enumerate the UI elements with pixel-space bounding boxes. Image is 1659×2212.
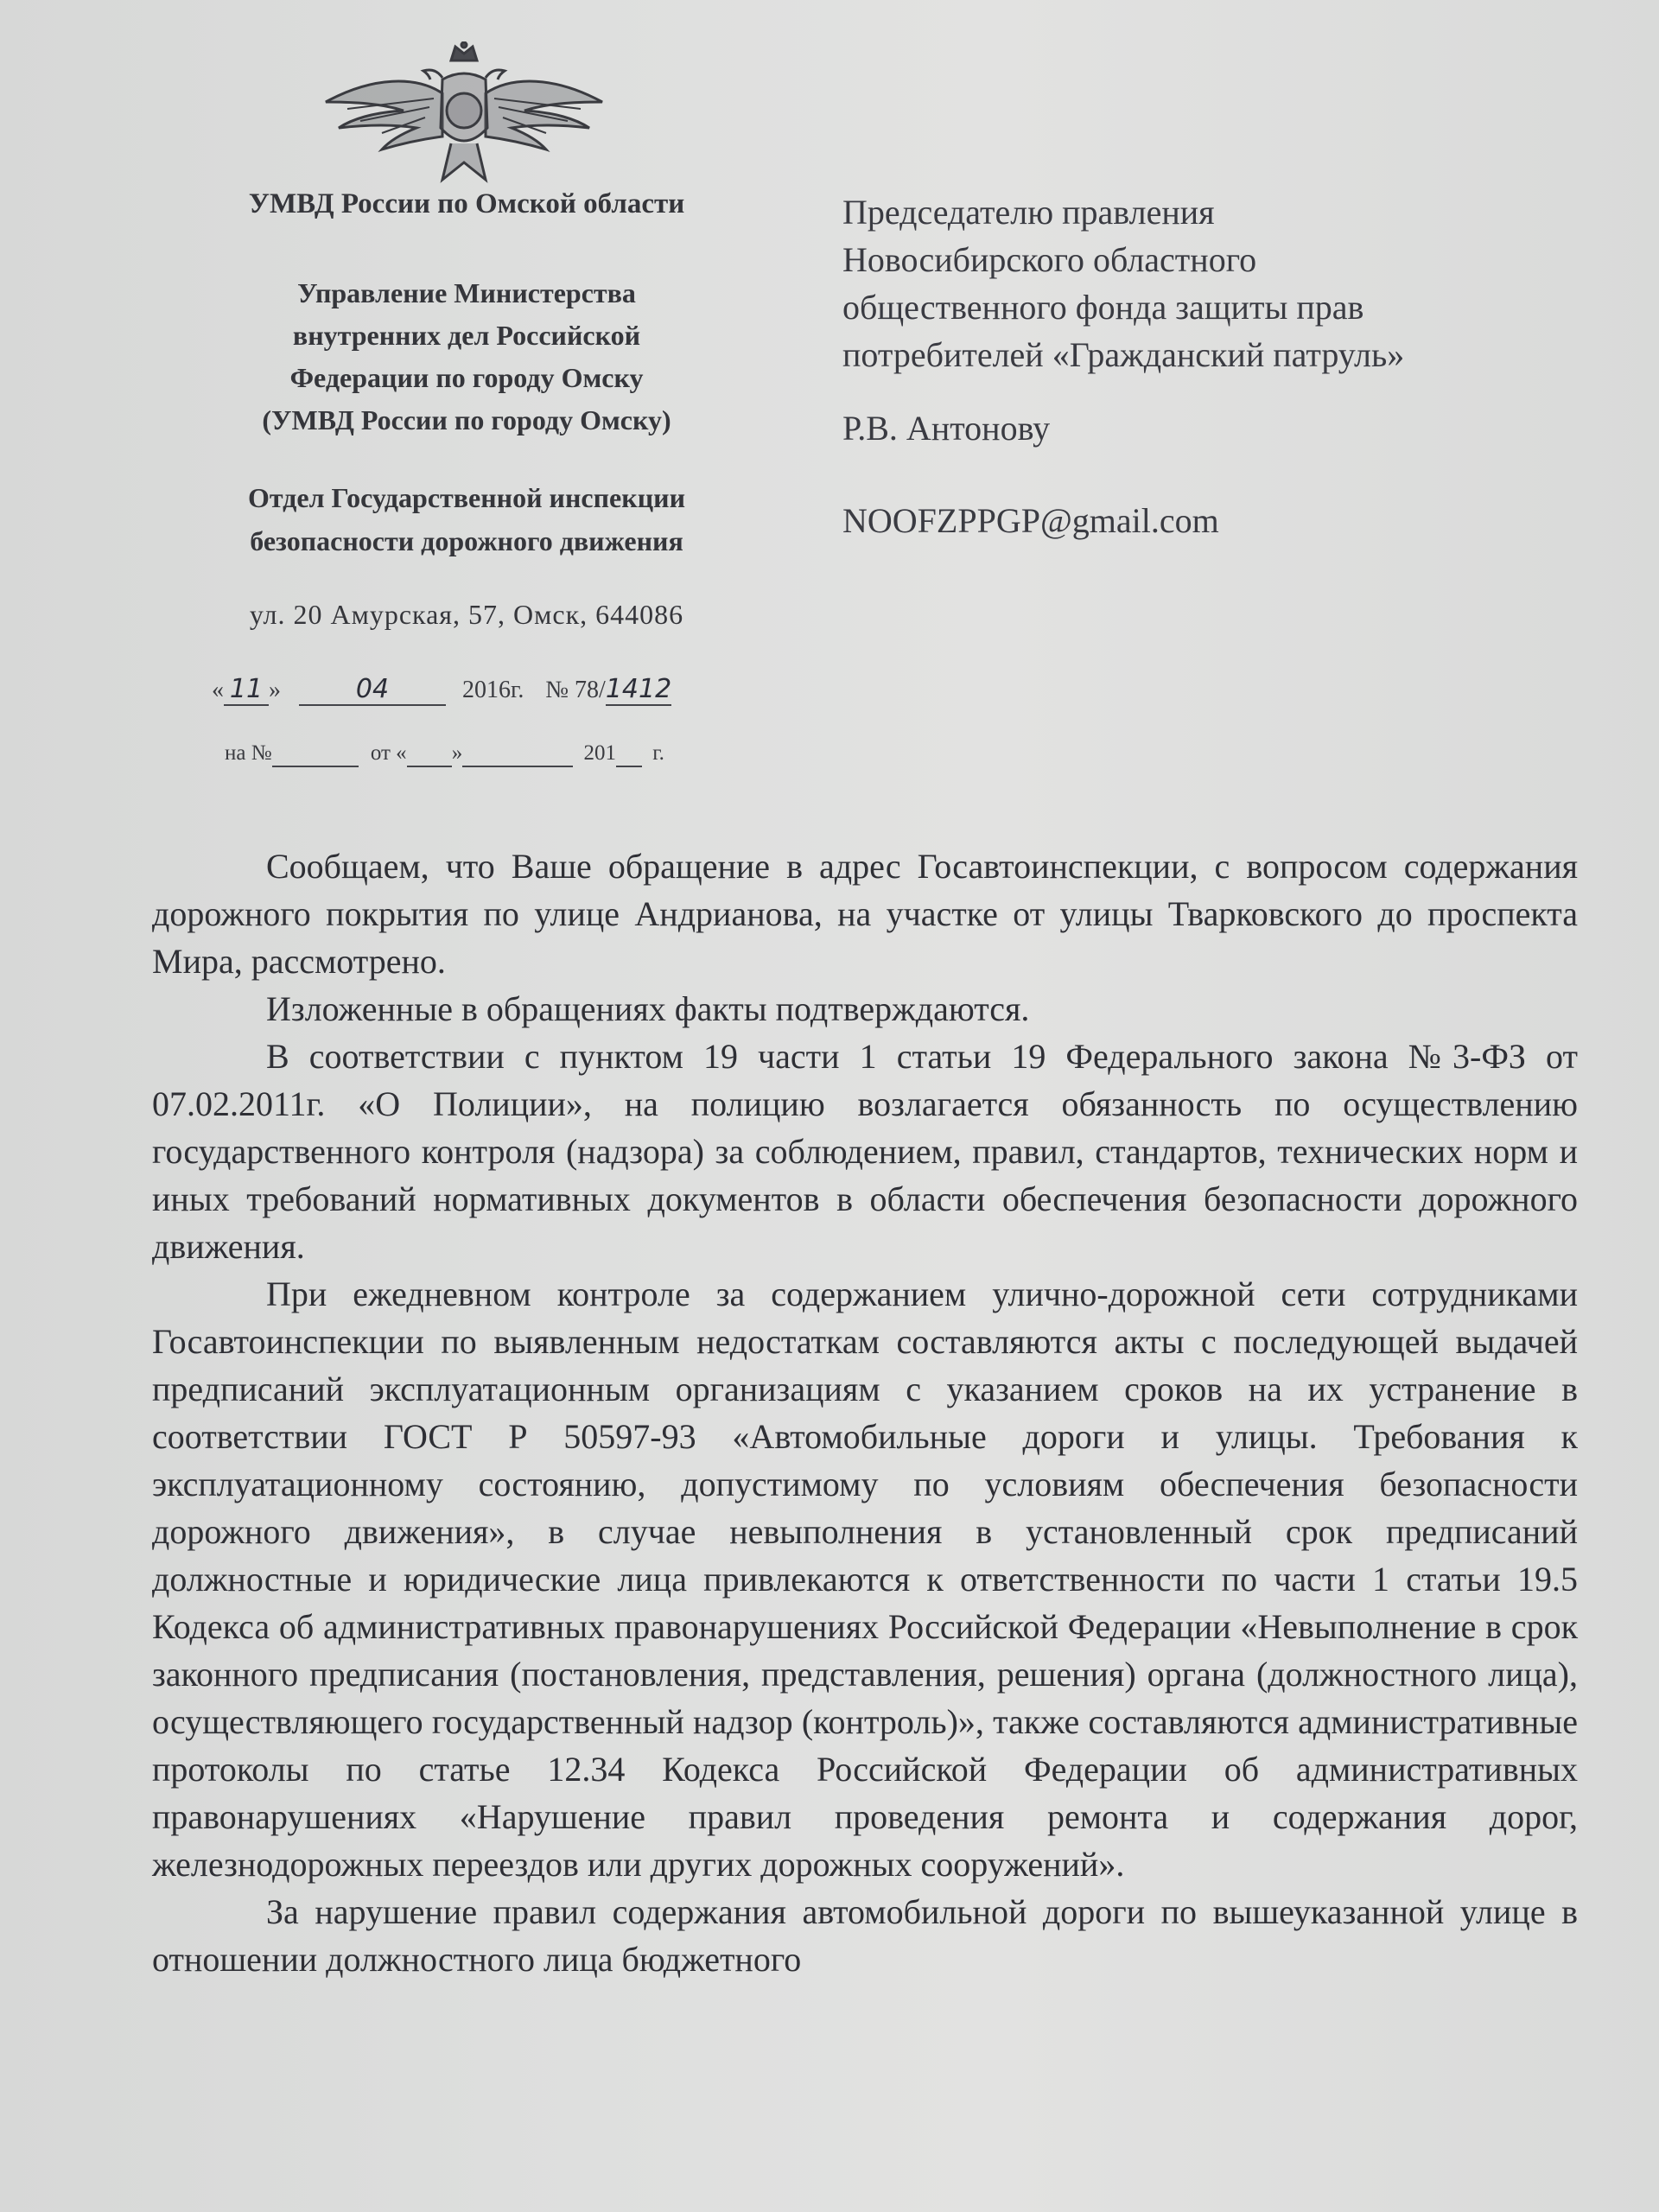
addressee-email: NOOFZPPGP@gmail.com [842,501,1219,540]
ref-number-blank [272,741,359,767]
addressee-block [842,188,1603,544]
sender-org-line: Федерации по городу Омску [289,362,644,393]
sender-department [156,476,778,563]
addressee-position-line: Новосибирского областного [842,240,1257,279]
sender-org-line: (УМВД России по городу Омску) [262,404,671,435]
sender-org-full [156,272,778,442]
letter-body [152,842,1578,1983]
body-paragraph: За нарушение правил содержания автомобильной дороги по вышеуказанной улице в отношении должностного лица бюджетного [152,1892,1578,1979]
reg-number-prefix: № 78/ [545,677,606,703]
reg-number: 1412 [605,674,672,704]
registration-line: « 11 » 04 2016г. № 78/1412 [212,674,672,704]
sender-block [156,188,778,631]
ref-na-label: на № [225,741,272,765]
reg-year: 2016г. [462,677,524,703]
reg-month: 04 [299,674,446,706]
sender-department-line: Отдел Государственной инспекции [247,482,685,513]
body-paragraph: Сообщаем, что Ваше обращение в адрес Госавтоинспекции, с вопросом содержания дорожного покрытия по улице Андрианова, на участке от улицы Тварковского до проспекта Мира, рассмотрено. [152,847,1578,981]
addressee-position-line: общественного фонда защиты прав [842,288,1364,327]
addressee-name: Р.В. Антонову [842,409,1051,448]
reference-line: на № от « » 201 г. [225,741,664,767]
sender-org-short: УМВД России по Омской области [248,188,685,219]
ref-day-blank [407,741,452,767]
sender-org-line: Управление Министерства [297,277,636,308]
reg-day: 11 [224,674,269,706]
addressee-position-line: потребителей «Гражданский патруль» [842,335,1405,374]
addressee-position-line: Председателю правления [842,193,1215,232]
sender-department-line: безопасности дорожного движения [250,525,683,556]
ref-year-label: 201 [583,741,616,765]
sender-org-line: внутренних дел Российской [292,320,641,351]
ref-ot-label: от « [370,741,407,765]
ref-month-blank [462,741,573,767]
ref-g-label: г. [652,741,664,765]
body-paragraph: Изложенные в обращениях факты подтверждаются. [266,989,1030,1028]
body-paragraph: При ежедневном контроле за содержанием улично-дорожной сети сотрудниками Госавтоинспекции по выявленным недостаткам составляются акты с последующей выдачей предписаний эксплуатационным организациям с указанием сроков на их устранение в соответствии ГОСТ Р 50597-93 «Автомобильные дороги и улицы. Требования к эксплуатационному состоянию, допустимому по условиям обеспечения безопасности дорожного движения», в случае невыполнения в установленный срок предписаний должностные и юридические лица привлекаются к ответственности по части 1 статьи 19.5 Кодекса об административных правонарушениях Российской Федерации «Невыполнение в срок законного предписания (постановления, представления, решения) органа (должностного лица), осуществляющего государственный надзор (контроль)», также составляются административные протоколы по статье 12.34 Кодекса Российской Федерации об административных правонарушениях «Нарушение правил проведения ремонта и содержания дорог, железнодорожных переездов или других дорожных сооружений». [152,1274,1578,1884]
sender-address: ул. 20 Амурская, 57, Омск, 644086 [249,599,684,630]
ref-year-blank [616,741,642,767]
double-headed-eagle-emblem-icon [321,41,607,188]
body-paragraph: В соответствии с пунктом 19 части 1 статьи 19 Федерального закона №3-ФЗ от 07.02.2011г. «О Полиции», на полицию возлагается обязанность по осуществлению государственного контроля (надзора) за соблюдением, правил, стандартов, технических норм и иных требований нормативных документов в области обеспечения безопасности дорожного движения. [152,1037,1578,1266]
